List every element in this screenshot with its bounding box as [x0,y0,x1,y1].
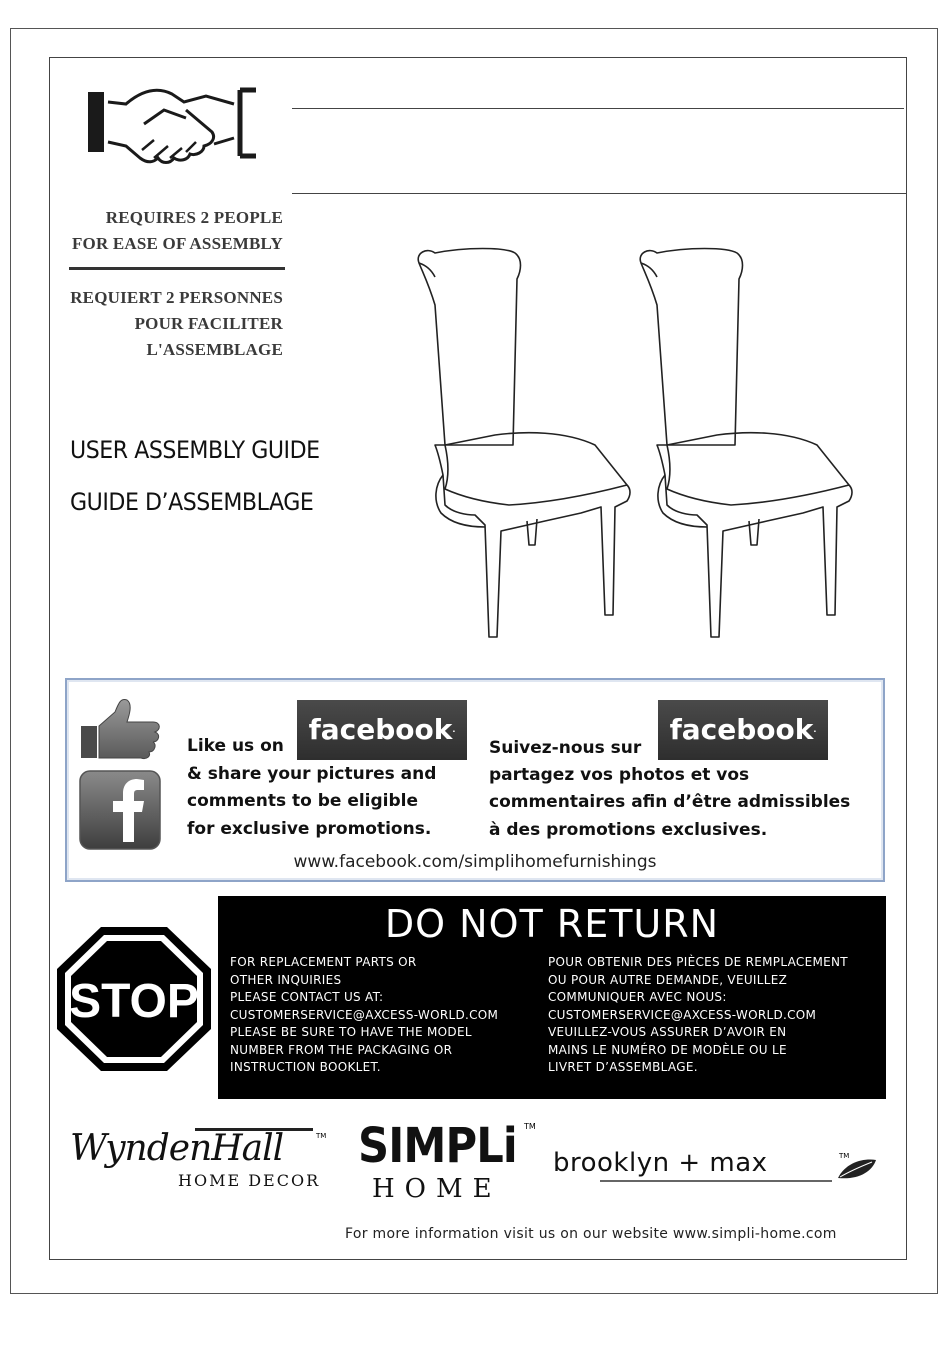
footer-website-text: For more information visit us on our website www.simpli-home.com [345,1226,837,1242]
header-rule-bottom [292,193,906,194]
notice-fr-email[interactable]: CUSTOMERSERVICE@AXCESS-WORLD.COM [548,1007,817,1022]
requires-two-people-block [60,205,283,365]
requires-en-line-2: FOR EASE OF ASSEMBLY [71,234,283,253]
requires-fr-line-1: REQUIERT 2 PERSONNES [70,288,283,307]
notice-fr-line: POUR OBTENIR DES PIÈCES DE REMPLACEMENT [548,955,848,969]
notice-en-line: PLEASE CONTACT US AT: [230,990,384,1004]
facebook-logo-fr[interactable]: facebook. [658,700,828,760]
stop-sign-icon [55,925,213,1073]
notice-en-line: PLEASE BE SURE TO HAVE THE MODEL [230,1025,472,1039]
notice-fr-line: OU POUR AUTRE DEMANDE, VEUILLEZ [548,972,788,987]
brooklyn-tm: TM [839,1152,850,1160]
thumbs-up-icon [77,696,163,762]
notice-fr-column [548,954,848,1077]
notice-en-line: OTHER INQUIRIES [230,972,342,987]
stop-sign-text: STOP [69,975,199,1028]
fb-fr-line-1: Suivez-nous sur [489,738,642,758]
guide-title-fr: GUIDE D’ASSEMBLAGE [70,488,314,516]
notice-en-line: FOR REPLACEMENT PARTS OR [230,955,417,969]
simpli-wordmark: SIMPLi [358,1118,517,1174]
chair-illustration [405,245,865,650]
requires-fr-line-3: L'ASSEMBLAGE [146,340,283,359]
brooklyn-max-wordmark: brooklyn + max [553,1148,768,1178]
fb-en-line-2: & share your pictures and [187,764,437,784]
fb-en-line-1: Like us on [187,736,284,756]
fb-fr-line-3: commentaires afin d’être admissibles [489,792,851,812]
fb-fr-line-2: partagez vos photos et vos [489,765,750,785]
do-not-return-box [218,896,886,1099]
notice-fr-line: COMMUNIQUER AVEC NOUS: [548,990,727,1004]
header-rule-top [292,108,904,109]
wynden-hall-wordmark: WyndenHall [70,1128,284,1169]
chair-right [640,249,852,638]
brooklyn-underline [600,1180,832,1182]
leaf-icon [836,1156,878,1182]
requires-divider [69,267,285,270]
fb-en-line-3: comments to be eligible [187,791,419,811]
facebook-logo-fr-text: facebook [669,713,814,746]
simpli-home-word: HOME [372,1174,502,1204]
fb-en-line-4: for exclusive promotions. [187,819,432,839]
facebook-url-link[interactable]: www.facebook.com/simplihomefurnishings [293,852,657,872]
notice-fr-line: LIVRET D’ASSEMBLAGE. [548,1060,698,1074]
fb-fr-line-4: à des promotions exclusives. [489,820,768,840]
notice-en-line: NUMBER FROM THE PACKAGING OR [230,1042,453,1057]
notice-fr-line: MAINS LE NUMÉRO DE MODÈLE OU LE [548,1042,787,1057]
wynden-hall-home-decor: HOME DECOR [178,1171,321,1190]
notice-fr-line: VEUILLEZ-VOUS ASSURER D’AVOIR EN [548,1025,787,1039]
wynden-tm: TM [316,1132,327,1140]
do-not-return-title: DO NOT RETURN [384,902,720,946]
facebook-logo-en-text: facebook [308,713,453,746]
simpli-tm: TM [524,1122,536,1131]
handshake-icon [82,80,262,175]
facebook-f-icon [79,770,161,850]
requires-fr-line-2: POUR FACILITER [134,314,283,333]
guide-title-en: USER ASSEMBLY GUIDE [70,436,320,464]
requires-en-line-1: REQUIRES 2 PEOPLE [105,208,283,227]
notice-en-column [230,954,498,1077]
facebook-logo-en[interactable]: facebook. [297,700,467,760]
facebook-promo-panel [65,678,885,882]
notice-en-line: INSTRUCTION BOOKLET. [230,1060,381,1074]
notice-en-email[interactable]: CUSTOMERSERVICE@AXCESS-WORLD.COM [230,1007,499,1022]
chair-left [418,249,630,638]
